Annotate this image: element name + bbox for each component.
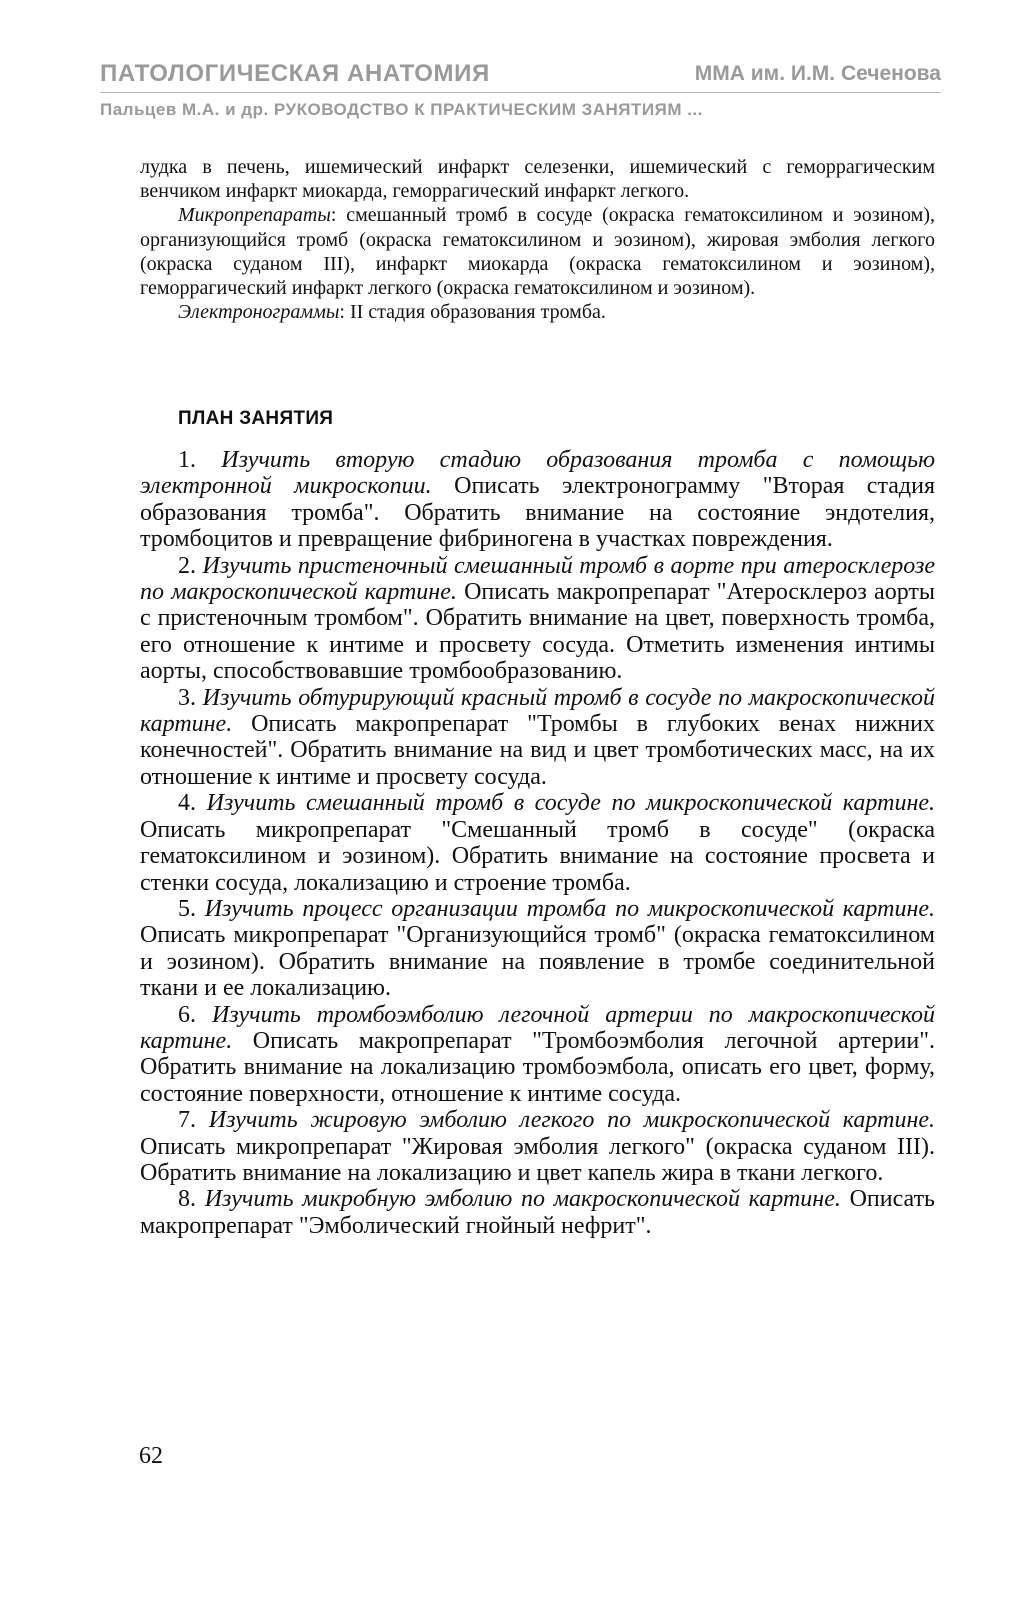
book-subtitle: Пальцев М.А. и др. РУКОВОДСТВО К ПРАКТИЧЕСКИМ ЗАНЯТИЯМ ... [100,100,703,119]
plan-item [140,1002,935,1108]
electronograms-label: Электронограммы [178,301,340,324]
running-header [100,60,941,92]
plan-item-task: Изучить пристеночный смешанный тромб в аорте при атеросклерозе по макроскопической картине. [140,552,935,606]
book-title: ПАТОЛОГИЧЕСКАЯ АНАТОМИЯ [100,60,490,87]
plan-item-text: Описать макропрепарат "Эмболический гнойный нефрит". [140,1186,936,1239]
micropreparations-label: Микропрепараты [178,204,331,227]
plan-item-number: 6. [178,1001,212,1028]
electronograms-paragraph [140,300,935,324]
plan-item-task: Изучить обтурирующий красный тромб в сосуде по макроскопической картине. [140,684,935,738]
plan-item-text: Описать макропрепарат "Атеросклероз аорты с пристеночным тромбом". Обратить внимание на цвет, поверхность тромба, его отношение к интиме и просвету сосуда. Отметить изменения интимы аорты, способствовавшие тромбообразованию. [140,579,935,685]
plan-item-task: Изучить процесс организации тромба по микроскопической картине. [204,895,936,922]
plan-list [140,447,935,1239]
micropreparations-paragraph [140,203,935,300]
plan-item-number: 4. [178,790,207,817]
plan-item-task: Изучить вторую стадию образования тромба с помощью электронной микроскопии. [140,447,936,500]
plan-item-number: 2. [178,552,203,579]
plan-item-number: 5. [178,895,205,922]
plan-item [140,685,935,791]
plan-item-text: Описать макропрепарат "Тромбы в глубоких венах нижних конечностей". Обратить внимание на вид и цвет тромботических масс, на их отношение к интиме и просвету сосуда. [140,711,935,790]
intro-section [140,155,935,324]
plan-item-task: Изучить смешанный тромб в сосуде по микроскопической картине. [206,790,936,817]
plan-item-text: Описать микропрепарат "Смешанный тромб в сосуде" (окраска гематоксилином и эозином). Обратить внимание на состояние просвета и стенки сосуда, локализацию и строение тромба. [140,816,935,896]
plan-item-number: 1. [178,447,222,473]
plan-item-text: Описать электронограмму "Вторая стадия образования тромба". Обратить внимание на состояние эндотелия, тромбоцитов и превращение фибриногена в участках повреждения. [140,473,935,553]
micropreparations-text: : смешанный тромб в сосуде (окраска гематоксилином и эозином), организующийся тромб (окраска гематоксилином и эозином), жировая эмболия легкого (окраска суданом III), инфаркт миокарда (окраска гематоксилином и эозином), геморрагический инфаркт легкого (окраска гематоксилином и эозином). [140,204,935,300]
header-divider [100,92,941,93]
plan-heading: ПЛАН ЗАНЯТИЯ [178,408,334,429]
plan-item [140,1186,935,1239]
plan-item-number: 8. [178,1186,205,1213]
plan-item [140,553,935,685]
plan-item-task: Изучить жировую эмболию легкого по микроскопической картине. [208,1107,936,1134]
intro-continuation: лудка в печень, ишемический инфаркт селезенки, ишемический с геморрагическим венчиком инфаркт миокарда, геморрагический инфаркт легкого. [140,156,935,203]
plan-item-task: Изучить тромбоэмболию легочной артерии по макроскопической картине. [140,1001,936,1054]
plan-item [140,447,935,553]
electronograms-text: : II стадия образования тромба. [339,301,606,324]
plan-item [140,1107,935,1186]
plan-item-number: 7. [178,1107,209,1134]
plan-item-text: Описать микропрепарат "Организующийся тромб" (окраска гематоксилином и эозином). Обратить внимание на появление в тромбе соединительной ткани и ее локализацию. [140,922,935,1002]
page-number: 62 [139,1443,163,1469]
plan-item-text: Описать макропрепарат "Тромбоэмболия легочной артерии". Обратить внимание на локализацию тромбоэмбола, описать его цвет, форму, состояние поверхности, отношение к интиме сосуда. [140,1027,935,1107]
plan-item [140,790,935,896]
plan-item-task: Изучить микробную эмболию по макроскопической картине. [204,1186,841,1213]
plan-item-text: Описать микропрепарат "Жировая эмболия легкого" (окраска суданом III). Обратить внимание на локализацию и цвет капель жира в ткани легкого. [140,1133,935,1186]
plan-item [140,896,935,1002]
publisher-name: ММА им. И.М. Сеченова [694,62,941,85]
plan-item-number: 3. [178,684,203,711]
